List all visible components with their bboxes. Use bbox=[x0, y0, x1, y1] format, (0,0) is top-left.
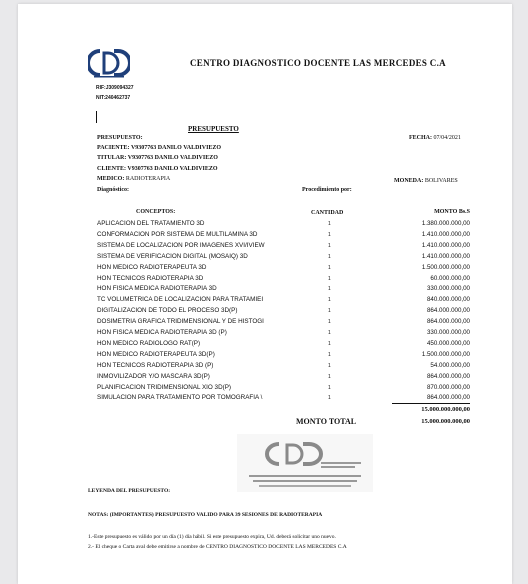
row-qty: 1 bbox=[328, 395, 331, 402]
row-amount: 870.000.000,00 bbox=[426, 383, 470, 391]
paciente-label: PACIENTE: bbox=[97, 145, 130, 151]
note-2: 2.- El cheque o Carta aval debe emitirse a nombre de CENTRO DIAGNOSTICO DOCENTE LAS MERCEDES C.A bbox=[88, 544, 347, 550]
procedimiento-label: Procedimiento por: bbox=[302, 187, 352, 193]
row-amount: 864.000.000,00 bbox=[426, 372, 470, 380]
row-amount: 54.000.000,00 bbox=[430, 361, 470, 369]
document-page bbox=[18, 4, 512, 584]
row-qty: 1 bbox=[328, 221, 331, 227]
company-logo-icon bbox=[88, 47, 130, 79]
fecha-value: 07/04/2021 bbox=[433, 135, 461, 141]
row-amount: 1.410.000.000,00 bbox=[421, 252, 470, 260]
row-qty: 1 bbox=[328, 373, 331, 380]
row-concept: APLICACION DEL TRATAMIENTO 3D bbox=[97, 220, 205, 227]
row-qty: 1 bbox=[328, 330, 331, 336]
row-concept: SISTEMA DE LOCALIZACION POR IMAGENES XVI/IVIEW bbox=[97, 241, 265, 249]
moneda-value: BOLIVARES bbox=[424, 178, 458, 184]
titular-label: TITULAR: bbox=[97, 155, 127, 161]
row-concept: SISTEMA DE VERIFICACION DIGITAL (MOSAIQ) 3D bbox=[97, 252, 248, 260]
col-header-qty: CANTIDAD bbox=[311, 210, 344, 216]
presupuesto-label: PRESUPUESTO: bbox=[97, 135, 143, 141]
row-amount: 60.000.000,00 bbox=[430, 274, 470, 282]
row-concept: CONFORMACION POR SISTEMA DE MULTILAMINA 3D bbox=[97, 230, 258, 238]
row-qty: 1 bbox=[328, 308, 331, 315]
note-1: 1.-Este presupuesto es válido por un día (1) día hábil. Si este presupuesto expira, Ud. deberá solicitar uno nuevo. bbox=[88, 534, 336, 540]
col-header-concepts: CONCEPTOS: bbox=[136, 209, 176, 215]
diagnostico-label: Diagnóstico: bbox=[97, 187, 129, 193]
row-concept: HON TECNICOS RADIOTERAPIA 3D bbox=[97, 274, 204, 282]
row-concept: HON MEDICO RADIOTERAPEUTA 3D bbox=[97, 263, 207, 271]
nit-number: NIT:240462737 bbox=[96, 95, 131, 101]
row-qty: 1 bbox=[328, 275, 331, 282]
col-header-amount: MONTO Bs.S bbox=[434, 209, 470, 215]
row-amount: 864.000.000,00 bbox=[426, 394, 470, 402]
row-qty: 1 bbox=[328, 362, 331, 369]
row-concept: TC VOLUMETRICA DE LOCALIZACION PARA TRATAMIEI bbox=[97, 296, 264, 304]
legend-label: LEYENDA DEL PRESUPUESTO: bbox=[88, 488, 171, 494]
notes-heading: NOTAS: (IMPORTANTES) PRESUPUESTO VALIDO PARA 39 SESIONES DE RADIOTERAPIA bbox=[88, 512, 323, 518]
row-qty: 1 bbox=[328, 231, 331, 238]
row-concept: DOSIMETRIA GRAFICA TRIDIMENSIONAL Y DE HISTOGI bbox=[97, 318, 264, 326]
row-amount: 1.410.000.000,00 bbox=[421, 230, 470, 238]
row-amount: 840.000.000,00 bbox=[426, 296, 470, 304]
row-qty: 1 bbox=[328, 319, 331, 326]
row-qty: 1 bbox=[328, 253, 331, 260]
fecha-label: FECHA: bbox=[409, 135, 432, 141]
medico-value: RADIOTERAPIA bbox=[125, 176, 171, 182]
row-concept: HON TECNICOS RADIOTERAPIA 3D (P) bbox=[97, 361, 214, 369]
row-amount: 864.000.000,00 bbox=[426, 307, 470, 315]
row-concept: DIGITALIZACION DE TODO EL PROCESO 3D(P) bbox=[97, 307, 238, 315]
total-label: MONTO TOTAL bbox=[296, 417, 357, 426]
medico-field bbox=[97, 176, 170, 182]
cliente-label: CLIENTE: bbox=[97, 166, 127, 172]
medico-label: MEDICO: bbox=[97, 176, 125, 182]
row-amount: 1.500.000.000,00 bbox=[421, 263, 470, 271]
row-amount: 864.000.000,00 bbox=[426, 318, 470, 326]
row-amount: 450.000.000,00 bbox=[426, 339, 470, 347]
row-concept: HON FISICA MEDICA RADIOTERAPIA 3D (P) bbox=[97, 329, 227, 336]
row-amount: 330.000.000,00 bbox=[426, 329, 470, 336]
row-qty: 1 bbox=[328, 297, 331, 304]
row-concept: PLANIFICACION TRIDIMENSIONAL XIO 3D(P) bbox=[97, 383, 232, 391]
cliente-value: V9307763 DANILO VALDIVIEZO bbox=[127, 166, 218, 172]
moneda-label: MONEDA: bbox=[394, 178, 424, 184]
document-title: PRESUPUESTO bbox=[188, 125, 239, 133]
total-value: 15.000.000.000,00 bbox=[421, 418, 470, 425]
subtotal-rule bbox=[392, 403, 470, 404]
moneda-field bbox=[394, 178, 458, 184]
company-stamp-icon bbox=[237, 434, 373, 492]
paciente-value: V9307763 DANILO VALDIVIEZO bbox=[130, 145, 222, 151]
text-cursor bbox=[96, 111, 97, 123]
subtotal-value: 15.000.000.000,00 bbox=[421, 406, 470, 413]
row-amount: 1.410.000.000,00 bbox=[421, 241, 470, 249]
titular-value: V9307763 DANILO VALDIVIEZO bbox=[127, 155, 218, 161]
row-concept: SIMULACION PARA TRATAMIENTO POR TOMOGRAFIA \ bbox=[97, 394, 263, 402]
cliente-field bbox=[97, 166, 218, 172]
company-name: CENTRO DIAGNOSTICO DOCENTE LAS MERCEDES C.A bbox=[190, 58, 446, 68]
row-amount: 330.000.000,00 bbox=[426, 285, 470, 293]
row-concept: HON MEDICO RADIOLOGO RAT(P) bbox=[97, 339, 201, 347]
row-qty: 1 bbox=[328, 340, 331, 347]
row-amount: 1.500.000.000,00 bbox=[421, 350, 470, 358]
row-amount: 1.380.000.000,00 bbox=[421, 220, 470, 227]
row-concept: INMOVILIZADOR Y/O MASCARA 3D(P) bbox=[97, 372, 210, 380]
row-qty: 1 bbox=[328, 264, 331, 271]
row-qty: 1 bbox=[328, 286, 331, 293]
titular-field bbox=[97, 155, 218, 161]
fecha-field bbox=[409, 135, 461, 141]
rif-number: RIF:J309094327 bbox=[96, 85, 134, 91]
row-concept: HON MEDICO RADIOTERAPEUTA 3D(P) bbox=[97, 350, 215, 358]
row-qty: 1 bbox=[328, 351, 331, 358]
paciente-field bbox=[97, 145, 221, 151]
row-qty: 1 bbox=[328, 242, 331, 249]
row-concept: HON FISICA MEDICA RADIOTERAPIA 3D bbox=[97, 285, 217, 293]
row-qty: 1 bbox=[328, 384, 331, 391]
